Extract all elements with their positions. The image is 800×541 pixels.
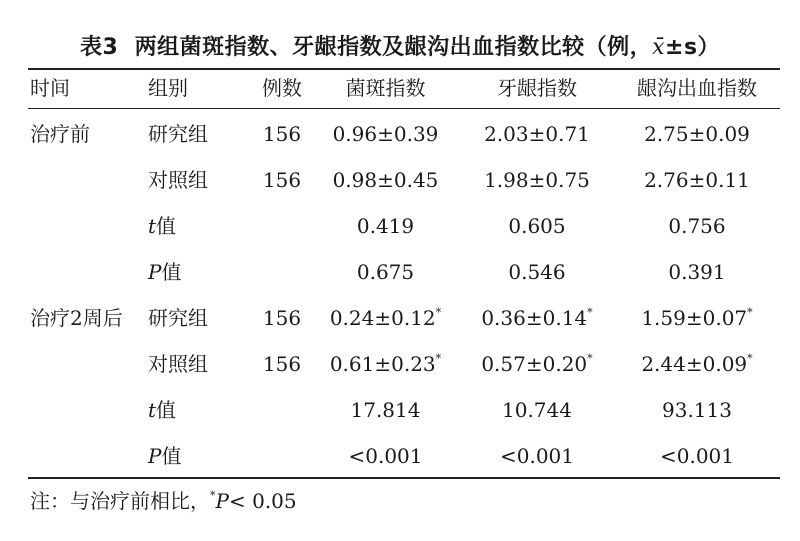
row-gingival: <0.001 [499,444,574,468]
row-group: 研究组 [148,306,208,330]
row-plaque: 0.675 [356,260,415,284]
footnote-p: P [215,489,229,513]
table-caption: 两组菌斑指数、牙龈指数及龈沟出血指数比较（例， [134,35,653,60]
stat-letter: t [148,214,157,238]
row-stat-label [148,260,181,284]
value: 2.44±0.09 [641,352,748,376]
row-bleeding: 2.75±0.09 [644,122,750,146]
row-cases: 156 [262,352,302,376]
significance-mark: * [587,306,593,319]
row-gingival: 2.03±0.71 [484,122,590,146]
row-time: 治疗前 [30,122,90,146]
table-number: 表3 [79,35,119,60]
mean-symbol: x̄ [652,35,666,60]
row-bleeding: 2.76±0.11 [644,168,750,192]
row-plaque [313,306,458,330]
significance-mark: * [435,306,442,319]
stat-suffix: 值 [156,398,177,422]
stat-suffix: 值 [156,214,177,238]
value: 0.36±0.14 [481,306,588,330]
footnote-threshold: < 0.05 [228,489,297,513]
stat-letter: t [148,398,157,422]
row-plaque: 0.96±0.39 [332,122,439,146]
value: 0.61±0.23 [329,352,436,376]
row-bleeding: 93.113 [662,398,732,422]
table-footnote [30,488,297,514]
significance-mark: * [435,352,442,365]
row-stat-label [148,398,176,422]
value: 0.24±0.12 [329,306,436,330]
row-group: 研究组 [148,122,208,146]
row-stat-label [148,444,181,468]
header-bleeding-index: 龈沟出血指数 [637,76,757,100]
value: 1.59±0.07 [641,306,748,330]
row-group: 对照组 [148,168,208,192]
row-bleeding: 0.756 [668,214,726,238]
row-time: 治疗2周后 [30,306,123,330]
header-plaque-index: 菌斑指数 [345,76,426,100]
header-group: 组别 [148,76,188,100]
row-stat-label [148,214,176,238]
value: 0.57±0.20 [481,352,588,376]
row-cases: 156 [262,168,302,192]
table-header-rule [28,108,780,109]
caption-close: ） [697,35,721,60]
row-bleeding: <0.001 [659,444,734,468]
row-gingival [462,352,612,376]
header-time: 时间 [30,76,70,100]
row-gingival: 1.98±0.75 [484,168,590,192]
row-group: 对照组 [148,352,208,376]
significance-mark: * [747,352,753,365]
table-bottom-rule [28,477,780,479]
row-gingival: 0.546 [508,260,566,284]
row-cases: 156 [262,122,302,146]
header-gingival-index: 牙龈指数 [497,76,577,100]
row-bleeding: 0.391 [668,260,726,284]
footnote-mark: * [210,489,216,502]
sd-symbol: ±s [665,35,698,60]
row-gingival: 0.605 [508,214,566,238]
row-plaque [313,352,458,376]
row-bleeding [616,352,778,376]
significance-mark: * [747,306,753,319]
row-plaque: 0.98±0.45 [332,168,439,192]
table-top-rule [28,68,780,70]
row-gingival: 10.744 [502,398,572,422]
significance-mark: * [587,352,593,365]
row-bleeding [616,306,778,330]
stat-suffix: 值 [161,260,182,284]
stat-letter: P [148,444,162,468]
header-cases: 例数 [262,76,302,100]
stat-suffix: 值 [161,444,182,468]
row-plaque: 17.814 [350,398,421,422]
stat-letter: P [148,260,162,284]
table-title [0,30,800,61]
footnote-prefix: 注：与治疗前相比， [30,489,210,513]
row-plaque: 0.419 [356,214,415,238]
row-cases: 156 [262,306,302,330]
row-gingival [462,306,612,330]
row-plaque: <0.001 [348,444,423,468]
